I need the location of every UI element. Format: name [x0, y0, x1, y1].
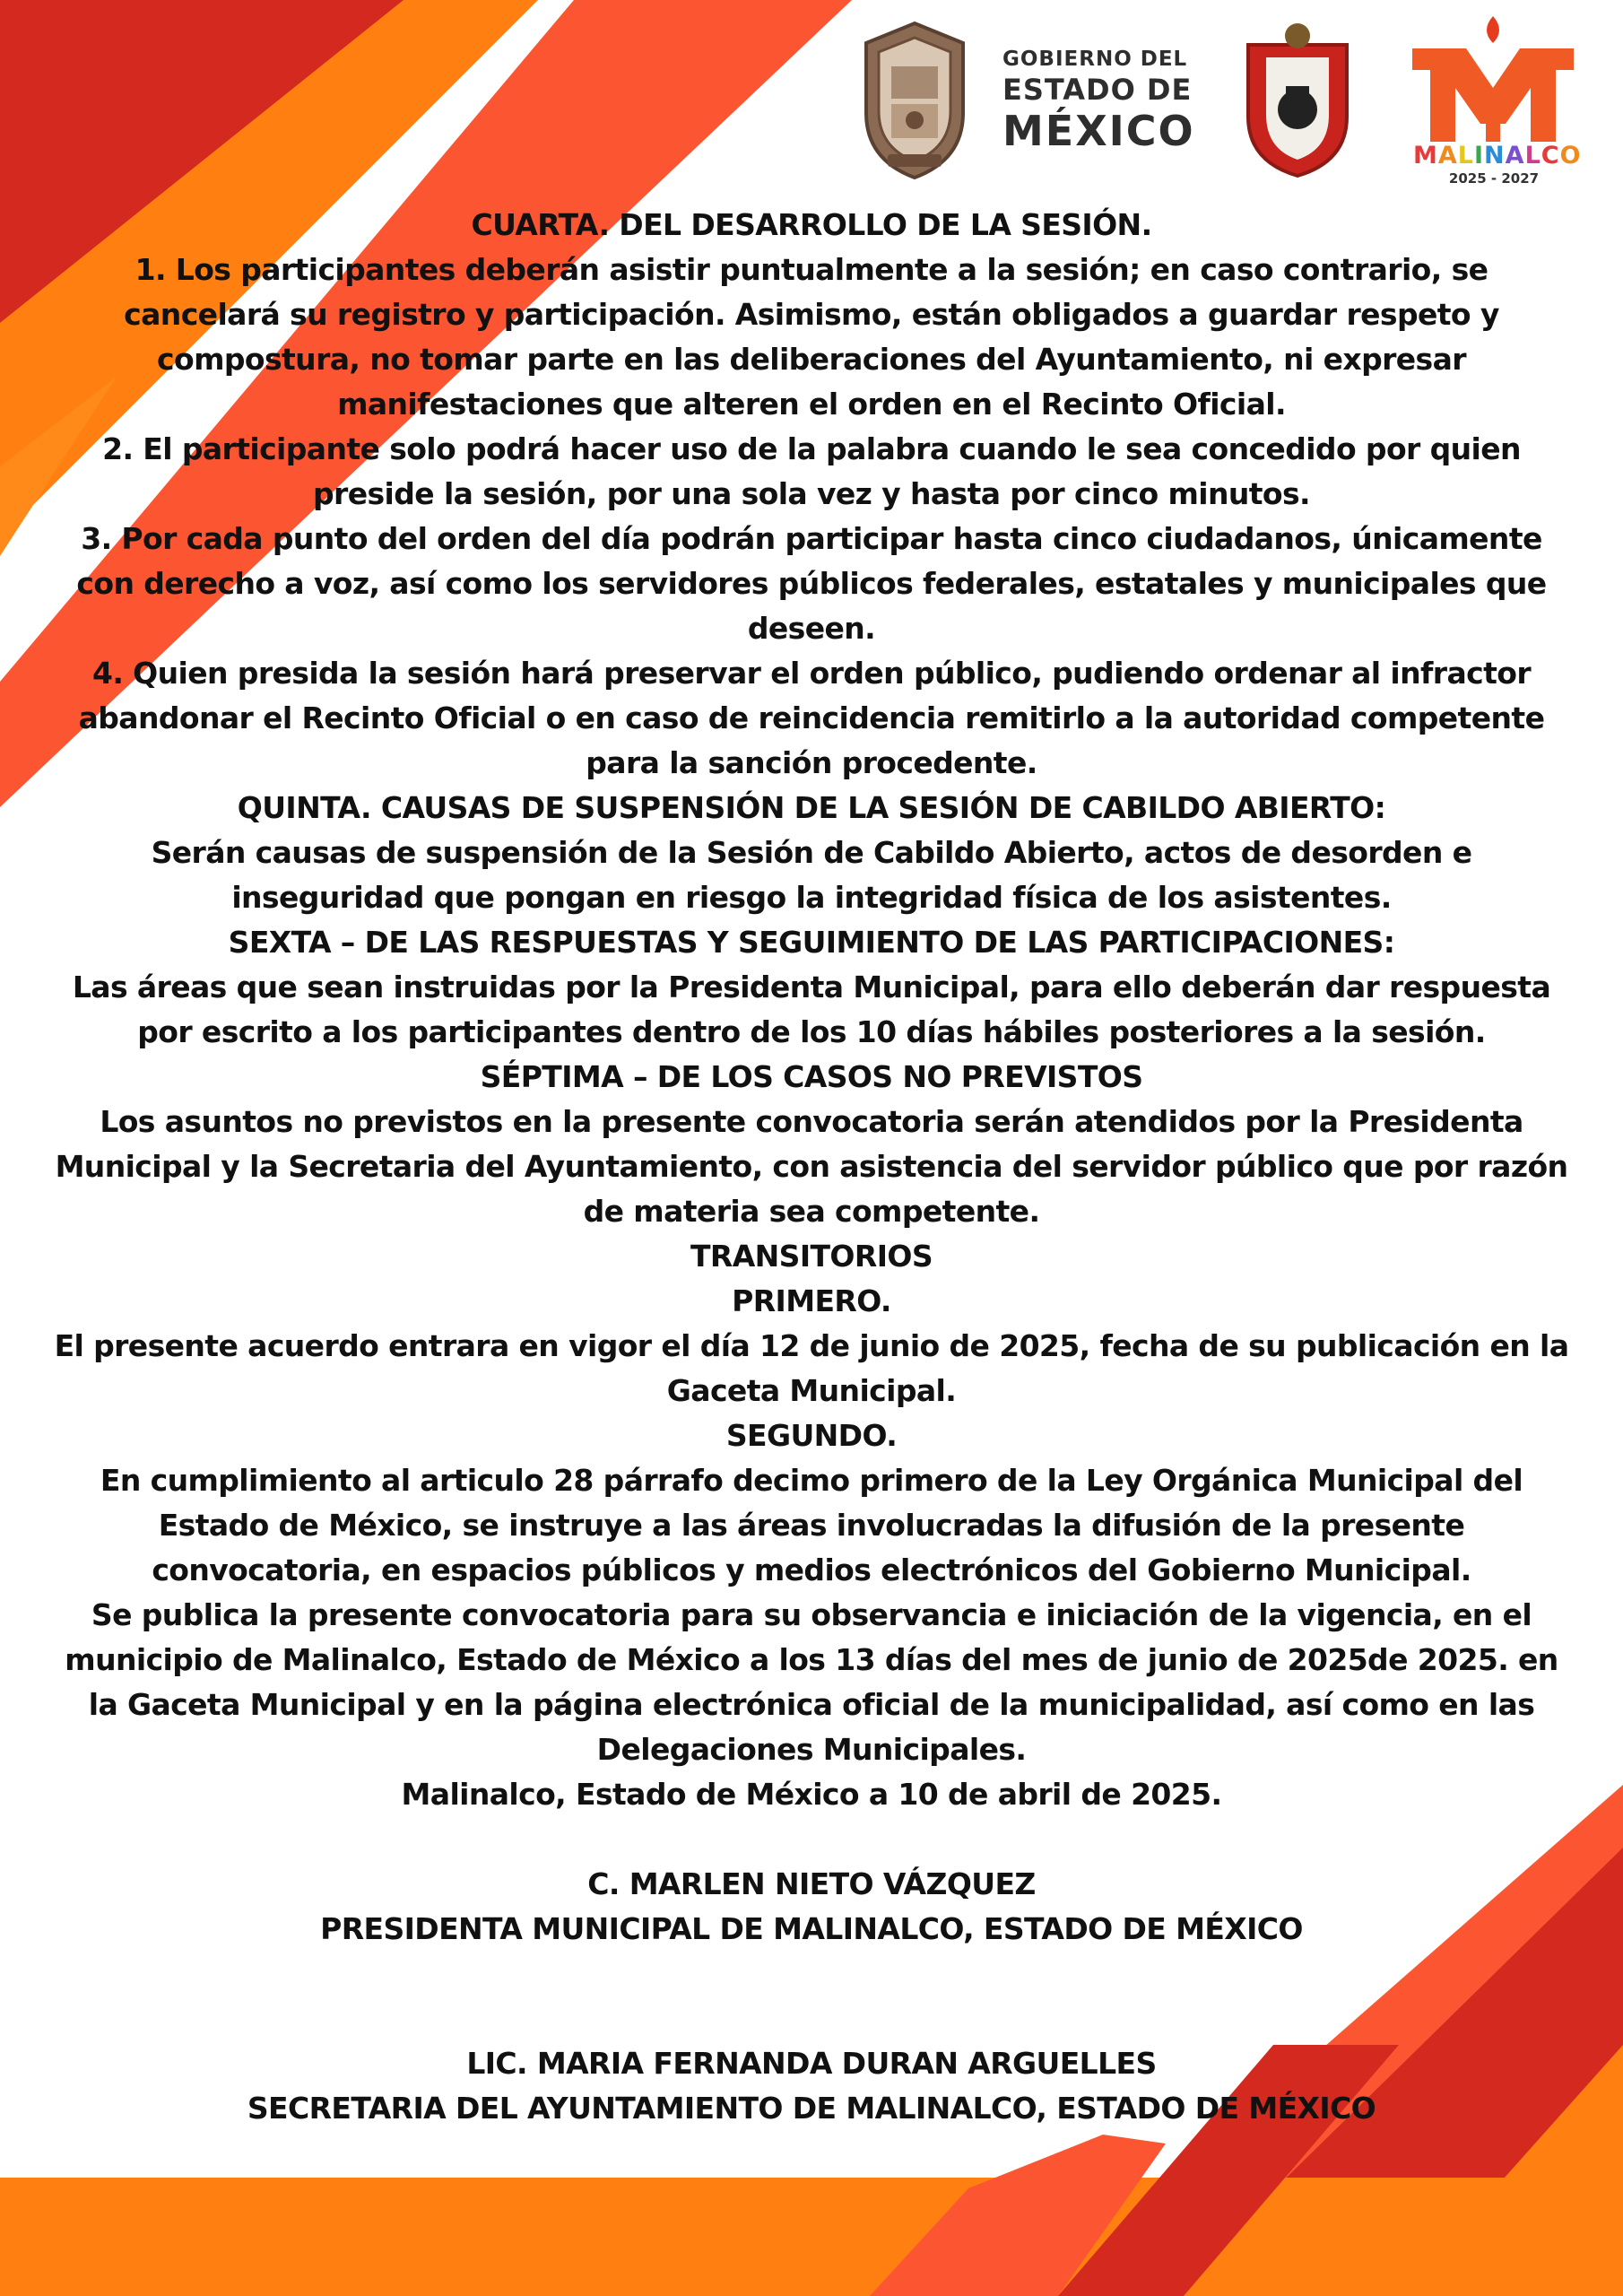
lugar-fecha: Malinalco, Estado de México a 10 de abril de 2025. — [401, 1777, 1222, 1812]
section-cuarta-title: CUARTA. DEL DESARROLLO DE LA SESIÓN. — [471, 207, 1152, 242]
gov-line-3: MÉXICO — [1002, 106, 1195, 155]
publicacion-text: Se publica la presente convocatoria para su observancia e iniciación de la vigencia, en el municipio de Malinalco, Estado de México a los 13 días del mes de junio de 2025de 2025. en la Gaceta Municipal y en la página electrónica oficial de la municipalidad, así como en las Delegaciones Municipales. — [65, 1597, 1558, 1767]
cuarta-point-1: 1. Los participantes deberán asistir puntualmente a la sesión; en caso contrario, se cancelará su registro y participación. Asimismo, están obligados a guardar respeto y compostura, no tomar parte en las deliberaciones del Ayuntamiento, ni expresar manifestaciones que alteren el orden en el Recinto Oficial. — [124, 252, 1499, 422]
gov-line-2: ESTADO DE — [1002, 73, 1193, 108]
signature-2-role: SECRETARIA DEL AYUNTAMIENTO DE MALINALCO, ESTADO DE MÉXICO — [247, 2091, 1376, 2126]
section-septima-title: SÉPTIMA – DE LOS CASOS NO PREVISTOS — [480, 1059, 1143, 1094]
spacer — [54, 1817, 1569, 1862]
document-body — [54, 203, 1569, 2131]
transitorios-title: TRANSITORIOS — [690, 1239, 933, 1274]
header-logos — [0, 0, 1623, 197]
segundo-title: SEGUNDO. — [725, 1418, 898, 1453]
signature-1-role: PRESIDENTA MUNICIPAL DE MALINALCO, ESTADO DE MÉXICO — [320, 1911, 1303, 1946]
spacer — [54, 1996, 1569, 2041]
primero-text: El presente acuerdo entrara en vigor el día 12 de junio de 2025, fecha de su publicación en la Gaceta Municipal. — [54, 1328, 1569, 1408]
bottom-orange-band — [0, 2178, 1623, 2296]
spacer — [54, 1952, 1569, 1996]
malinalco-coat-of-arms-icon — [1230, 18, 1365, 179]
section-sexta-title: SEXTA – DE LAS RESPUESTAS Y SEGUIMIENTO DE LAS PARTICIPACIONES: — [228, 925, 1395, 960]
administration-term: 2025 - 2027 — [1448, 170, 1540, 187]
segundo-text: En cumplimiento al articulo 28 párrafo decimo primero de la Ley Orgánica Municipal del Estado de México, se instruye a las áreas involucradas la difusión de la presente convocatoria, en espacios públicos y medios electrónicos del Gobierno Municipal. — [100, 1463, 1523, 1587]
gobierno-estado-de-mexico-wordmark — [1002, 48, 1209, 155]
cuarta-point-2: 2. El participante solo podrá hacer uso de la palabra cuando le sea concedido por quien preside la sesión, por una sola vez y hasta por cinco minutos. — [102, 431, 1521, 511]
gov-line-1: GOBIERNO DEL — [1002, 48, 1188, 71]
cuarta-point-3: 3. Por cada punto del orden del día podrán participar hasta cinco ciudadanos, únicamente con derecho a voz, así como los servidores públicos federales, estatales y municipales que deseen. — [76, 521, 1547, 646]
signature-2-name: LIC. MARIA FERNANDA DURAN ARGUELLES — [466, 2046, 1157, 2081]
malinalco-wordmark: MALINALCO — [1413, 142, 1582, 170]
quinta-text: Serán causas de suspensión de la Sesión de Cabildo Abierto, actos de desorden e inseguridad que pongan en riesgo la integridad física de los asistentes. — [151, 835, 1472, 915]
primero-title: PRIMERO. — [732, 1283, 891, 1318]
malinalco-municipal-logo-icon — [1412, 16, 1574, 142]
sexta-text: Las áreas que sean instruidas por la Presidenta Municipal, para ello deberán dar respuesta por escrito a los participantes dentro de los 10 días hábiles posteriores a la sesión. — [72, 970, 1551, 1049]
septima-text: Los asuntos no previstos en la presente convocatoria serán atendidos por la Presidenta Municipal y la Secretaria del Ayuntamiento, con asistencia del servidor público que por razón de materia sea competente. — [55, 1104, 1568, 1229]
estado-de-mexico-seal-icon — [852, 20, 977, 181]
signature-1-name: C. MARLEN NIETO VÁZQUEZ — [587, 1866, 1036, 1901]
section-quinta-title: QUINTA. CAUSAS DE SUSPENSIÓN DE LA SESIÓN DE CABILDO ABIERTO: — [237, 790, 1386, 825]
cuarta-point-4: 4. Quien presida la sesión hará preservar el orden público, pudiendo ordenar al infractor abandonar el Recinto Oficial o en caso de reincidencia remitirlo a la autoridad competente para la sanción procedente. — [78, 656, 1545, 780]
